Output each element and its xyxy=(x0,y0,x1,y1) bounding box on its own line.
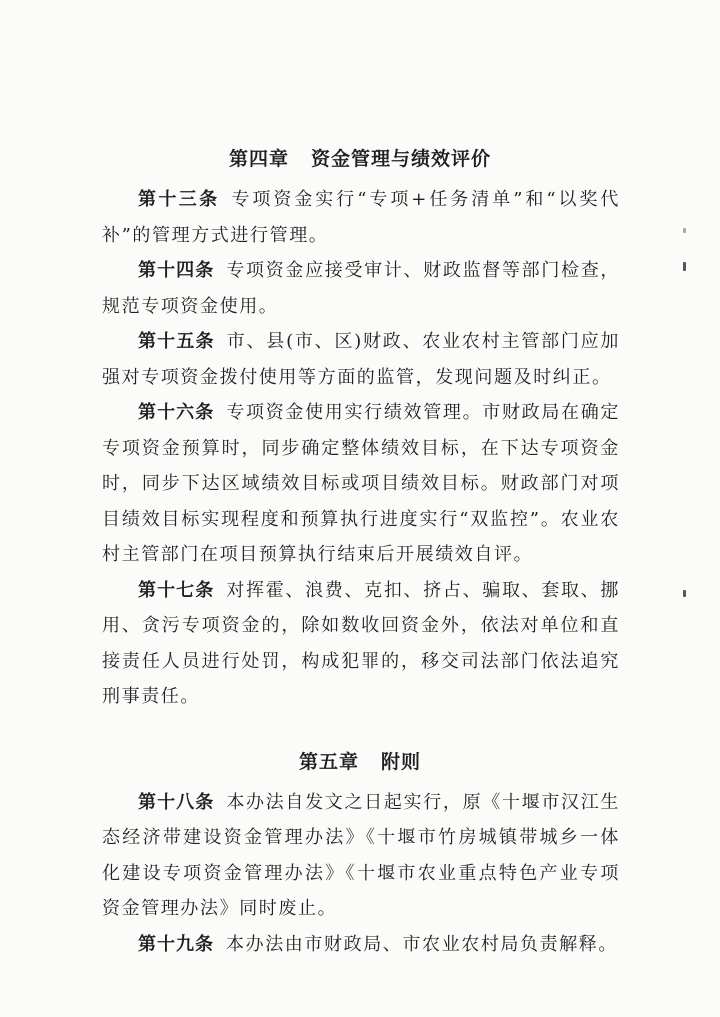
article-text: 对挥霍、浪费、克扣、挤占、骗取、套取、挪用、贪污专项资金的，除如数收回资金外，依法对单位和直接责任人员进行处罚，构成犯罪的，移交司法部门依法追究刑事责任。 xyxy=(102,579,621,707)
article-label: 第十五条 xyxy=(138,331,215,352)
chapter-5-number: 第五章 xyxy=(298,750,359,773)
article-text: 本办法自发文之日起实行，原《十堰市汉江生态经济带建设资金管理办法》《十堰市竹房城镇带城乡一体化建设专项资金管理办法》《十堰市农业重点特色产业专项资金管理办法》同时废止。 xyxy=(102,791,621,919)
article-text: 市、县(市、区)财政、农业农村主管部门应加强对专项资金拨付使用等方面的监管，发现问题及时纠正。 xyxy=(102,331,620,388)
article-18 xyxy=(0,785,720,927)
article-17 xyxy=(0,573,720,715)
chapter-4-name: 资金管理与绩效评价 xyxy=(311,148,492,170)
article-label: 第十九条 xyxy=(138,933,214,955)
chapter-4-title xyxy=(0,140,720,178)
article-text: 专项资金应接受审计、财政监督等部门检查，规范专项资金使用。 xyxy=(102,260,621,317)
article-text: 本办法由市财政局、市农业农村局负责解释。 xyxy=(226,933,618,955)
article-label: 第十四条 xyxy=(138,260,215,281)
article-14 xyxy=(0,253,720,324)
article-16 xyxy=(0,395,720,573)
scan-mark xyxy=(683,228,686,233)
scan-mark xyxy=(683,262,686,271)
scan-mark xyxy=(683,590,686,597)
article-13 xyxy=(0,182,720,253)
article-label: 第十八条 xyxy=(138,791,215,813)
article-label: 第十六条 xyxy=(138,402,215,423)
article-label: 第十七条 xyxy=(138,579,215,601)
article-15 xyxy=(0,324,720,395)
chapter-5-title xyxy=(0,743,720,781)
article-text: 专项资金实行“专项+任务清单”和“以奖代补”的管理方式进行管理。 xyxy=(102,189,621,246)
article-text: 专项资金使用实行绩效管理。市财政局在确定专项资金预算时，同步确定整体绩效目标，在下达专项资金时，同步下达区域绩效目标或项目绩效目标。财政部门对项目绩效目标实现程度和预算执行进度实行“双监控”。农业农村主管部门在项目预算执行结束后开展绩效自评。 xyxy=(102,402,621,565)
chapter-4-number: 第四章 xyxy=(228,148,289,170)
chapter-5-name: 附则 xyxy=(381,750,422,773)
article-label: 第十三条 xyxy=(138,189,220,210)
article-19 xyxy=(0,927,720,963)
chapter-spacer xyxy=(0,715,720,743)
